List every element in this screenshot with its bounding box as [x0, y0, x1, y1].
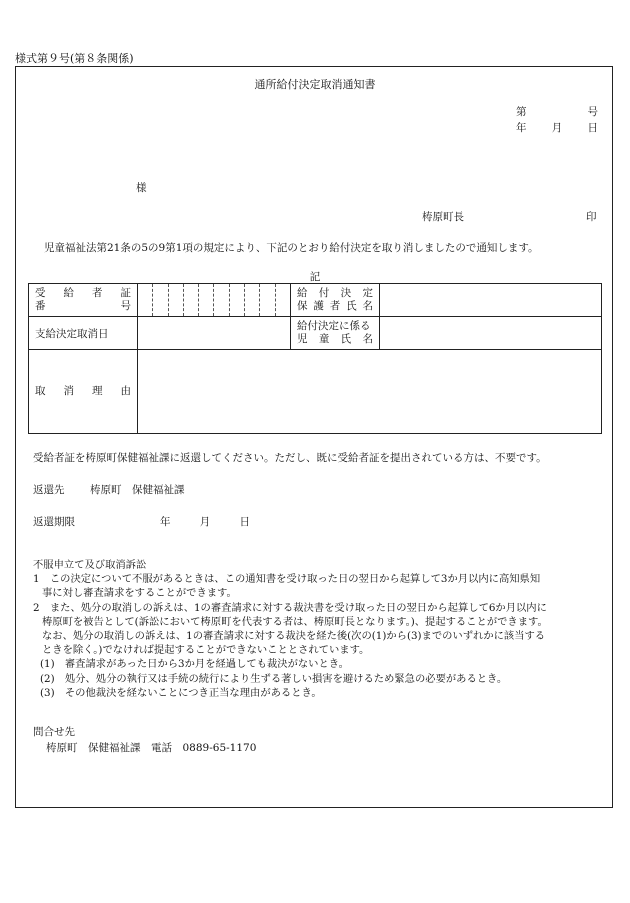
document-number — [516, 104, 598, 119]
number-suffix: 号 — [587, 106, 598, 118]
date-year: 年 — [516, 122, 527, 134]
appeal-item-2: 2 また、処分の取消しの訴えは、1の審査請求に対する裁決書を受け取った日の翌日から起算して6か月以内に — [33, 601, 547, 614]
return-note: 受給者証を梼原町保健福祉課に返還してください。ただし、既に受給者証を提出されている方は、不要です。 — [33, 452, 547, 464]
appeal-sub-1: (1) 審査請求があった日から3か月を経過しても裁決がないとき。 — [40, 658, 349, 671]
return-deadline-label: 返還期限 — [33, 516, 75, 528]
number-prefix: 第 — [516, 106, 527, 118]
contact-info: 梼原町 保健福祉課 電話 0889-65-1170 — [46, 742, 257, 754]
child-name-value[interactable] — [380, 317, 602, 350]
table-row — [29, 317, 602, 350]
intro-text: 児童福祉法第21条の5の9第1項の規定により、下記のとおり給付決定を取り消しましたので通知します。 — [44, 242, 539, 254]
return-destination-value: 梼原町 保健福祉課 — [90, 484, 185, 496]
appeal-heading: 不服申立て及び取消訴訟 — [33, 559, 147, 571]
record-header: 記 — [309, 271, 321, 283]
return-deadline-date: 年 月 日 — [160, 516, 250, 528]
appeal-item-1-cont: 事に対し審査請求をすることができます。 — [42, 587, 237, 600]
child-name-label: 給付決定に係る 児 童 氏 名 — [291, 317, 380, 350]
appeal-sub-3: (3) その他裁決を経ないことにつき正当な理由があるとき。 — [40, 686, 322, 699]
guardian-name-label: 給 付 決 定 保 護 者 氏 名 — [291, 284, 380, 317]
contact-label: 問合せ先 — [33, 726, 75, 738]
recipient-cert-number-cells[interactable] — [138, 284, 291, 317]
cancel-reason-label: 取 消 理 由 — [29, 350, 138, 434]
seal-mark: 印 — [586, 211, 597, 223]
appeal-sub-2: (2) 処分、処分の執行又は手続の続行により生ずる著しい損害を避けるため緊急の必要があるとき。 — [40, 672, 508, 685]
cancel-reason-value[interactable] — [138, 350, 602, 434]
recipient-cert-label: 受 給 者 証 番 号 — [29, 284, 138, 317]
table-row — [29, 284, 602, 317]
guardian-name-value[interactable] — [380, 284, 602, 317]
issuer-name: 梼原町長 — [422, 211, 464, 223]
cancel-date-value[interactable] — [138, 317, 291, 350]
appeal-item-2-cont: なお、処分の取消しの訴えは、1の審査請求に対する裁決を経た後(次の(1)から(3)までのいずれかに該当する — [42, 630, 546, 643]
appeal-item-2-cont: 梼原町を被告として(訴訟において梼原町を代表する者は、梼原町長となります。)、提起することができます。 — [42, 615, 548, 628]
appeal-section — [33, 558, 548, 700]
date-day: 日 — [587, 122, 598, 134]
issue-date — [516, 120, 598, 135]
date-month: 月 — [551, 122, 563, 134]
cancel-date-label: 支給決定取消日 — [29, 317, 138, 350]
return-destination-label: 返還先 — [33, 484, 65, 496]
table-row — [29, 350, 602, 434]
appeal-item-2-cont: ときを除く。)でなければ提起することができないこととされています。 — [42, 644, 370, 657]
info-table — [28, 283, 602, 434]
addressee-suffix: 様 — [136, 182, 147, 194]
form-label: 様式第９号(第８条関係) — [15, 52, 134, 65]
document-title: 通所給付決定取消通知書 — [254, 78, 376, 91]
appeal-item-1: 1 この決定について不服があるときは、この通知書を受け取った日の翌日から起算して3か月以内に高知県知 — [33, 573, 541, 586]
